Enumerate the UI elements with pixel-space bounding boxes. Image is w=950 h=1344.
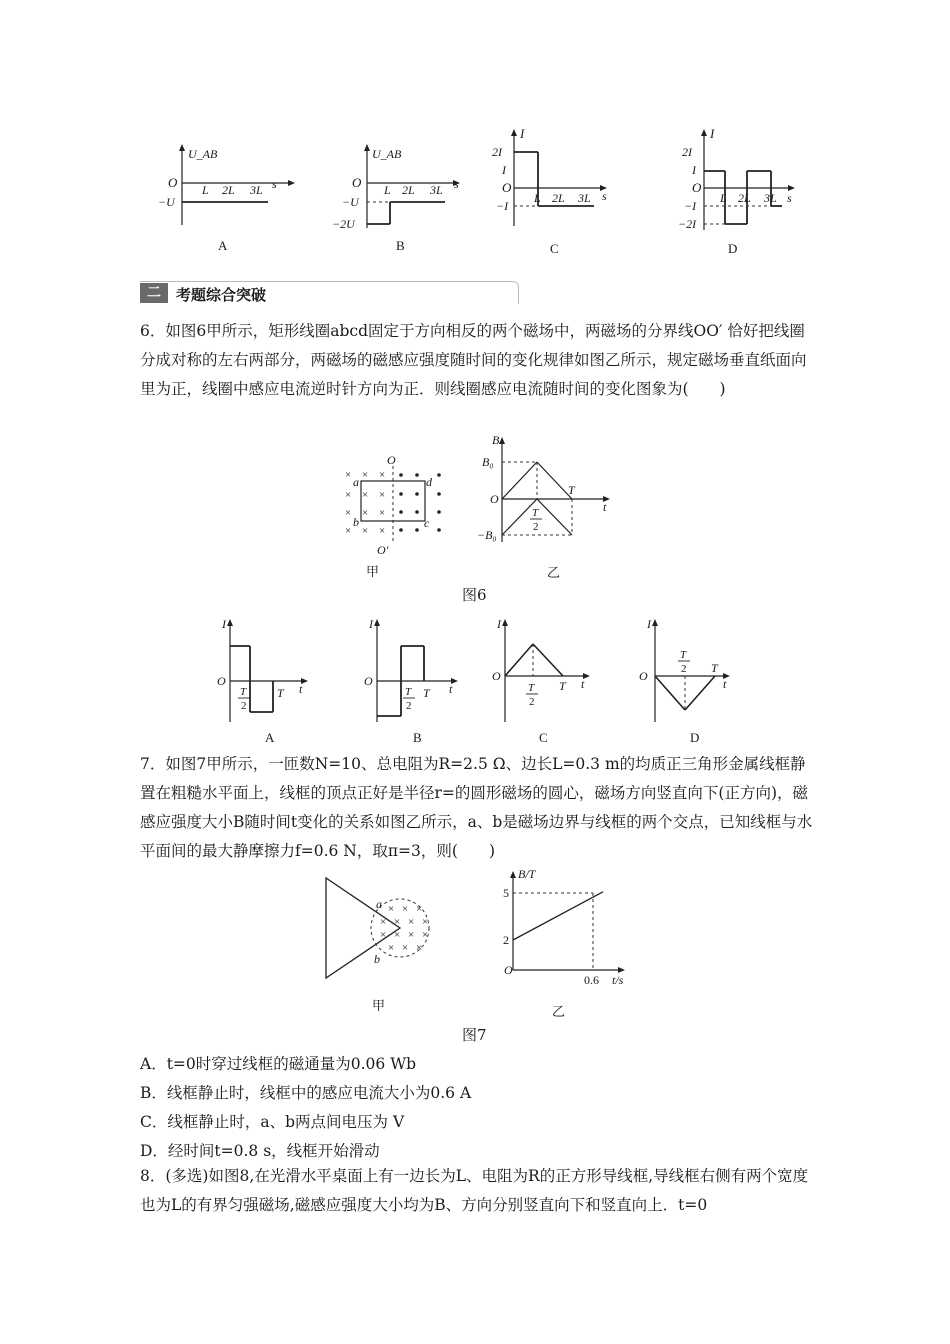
tick-5: 5 — [503, 886, 509, 900]
origin: O — [217, 674, 226, 688]
tick-T2-num: T — [680, 649, 687, 661]
label-a: a — [376, 897, 382, 911]
xtick: L — [202, 183, 209, 197]
label-b: b — [353, 515, 359, 529]
origin: O — [168, 175, 178, 190]
tick-0.6: 0.6 — [584, 973, 599, 987]
ytick: −2I — [678, 217, 697, 231]
x-unit: s — [602, 189, 607, 203]
ylabel: B/T — [518, 867, 536, 881]
tick-T2-den: 2 — [681, 663, 687, 675]
tick-T2-num: T — [240, 686, 247, 698]
label-c: c — [424, 516, 430, 530]
origin: O — [492, 669, 501, 683]
ytick: −U — [342, 195, 359, 209]
option-label: D — [690, 730, 700, 744]
ytick: −I — [496, 199, 509, 213]
q7-option-a: A．t=0时穿过线框的磁通量为0.06 Wb — [140, 1055, 417, 1073]
svg-text:×: × — [416, 903, 423, 915]
label-O-prime: O′ — [377, 543, 389, 557]
ylabel: I — [369, 617, 373, 631]
svg-text:×: × — [379, 507, 386, 519]
caption-yi: 乙 — [547, 565, 561, 580]
ytick: 2I — [682, 145, 692, 159]
option-label: D — [728, 241, 738, 256]
label-b: b — [374, 952, 380, 966]
svg-text:×: × — [388, 903, 395, 915]
svg-text:×: × — [379, 489, 386, 501]
svg-text:×: × — [362, 469, 369, 481]
ytick: −2U — [332, 217, 355, 231]
origin: O — [502, 180, 512, 195]
tick-T2-num: T — [532, 507, 539, 519]
svg-text:×: × — [362, 525, 369, 537]
origin: O — [504, 963, 513, 977]
xlabel: t — [449, 682, 453, 696]
q7-text: 7．如图7甲所示，一匝数N=10、总电阻为R=2.5 Ω、边长L=0.3 m的均质正三角形金属线框静置在粗糙水平面上，线框的顶点正好是半径r=的圆形磁场的圆心，磁场方向竖直向下(正方向)，磁感应强度大小B随时间t变化的关系如图乙所示，a、b是磁场边界与线框的两个交点，已知线框与水平面间的最大静摩擦力f=0.6 N，取π=3，则( ) — [140, 755, 813, 860]
q7-fig-jia — [318, 872, 448, 1022]
q6-figure-caption: 图6 — [462, 586, 487, 604]
xlabel: t — [581, 677, 585, 691]
ytick: −U — [158, 195, 175, 209]
tick-T2-num: T — [528, 682, 535, 694]
x-unit: s — [272, 177, 277, 191]
tick-T: T — [277, 686, 284, 700]
svg-text:×: × — [408, 916, 415, 928]
tick-negB0: −B₀ — [477, 528, 497, 542]
tick-T: T — [559, 679, 566, 693]
svg-text:×: × — [345, 489, 352, 501]
tick-T2-den: 2 — [533, 521, 539, 533]
tick-T2-den: 2 — [406, 700, 412, 712]
svg-text:×: × — [345, 469, 352, 481]
q6-option-d-graph — [635, 614, 755, 744]
q7-figure-caption: 图7 — [462, 1026, 487, 1044]
svg-text:×: × — [394, 916, 401, 928]
q6-option-c-graph — [485, 614, 605, 744]
top-option-d-graph — [672, 122, 802, 260]
option-label: C — [550, 241, 559, 256]
ylabel: U_AB — [372, 147, 402, 161]
xlabel: t/s — [612, 973, 624, 987]
q6-option-b-graph — [355, 614, 475, 744]
option-label: A — [265, 730, 275, 744]
top-option-c-graph — [490, 122, 620, 260]
caption-jia: 甲 — [372, 998, 386, 1013]
xtick: L — [384, 183, 391, 197]
svg-text:×: × — [362, 489, 369, 501]
q8-text: 8．(多选)如图8,在光滑水平桌面上有一边长为L、电阻为R的正方形导线框,导线框右侧有两个宽度也为L的有界匀强磁场,磁感应强度大小均为B、方向分别竖直向下和竖直向上．t=0 — [140, 1167, 809, 1214]
q7-option-b: B．线框静止时，线框中的感应电流大小为0.6 A — [140, 1084, 472, 1102]
ytick: I — [692, 163, 696, 177]
q6-text: 6．如图6甲所示，矩形线圈abcd固定于方向相反的两个磁场中，两磁场的分界线OO′ 恰好把线圈分成对称的左右两部分，两磁场的磁感应强度随时间的变化规律如图乙所示，规定磁场垂直纸面向里为正，线圈中感应电流逆时针方向为正．则线圈感应电流随时间的变化图象为( ) — [140, 322, 807, 398]
ylabel: I — [520, 126, 525, 141]
q6-option-a-graph — [205, 614, 325, 744]
caption-jia: 甲 — [366, 564, 380, 579]
svg-text:×: × — [379, 525, 386, 537]
option-label: B — [413, 730, 422, 744]
ytick: 2I — [492, 145, 502, 159]
xtick: L — [534, 191, 541, 205]
svg-text:×: × — [422, 929, 429, 941]
svg-text:×: × — [402, 903, 409, 915]
svg-text:×: × — [380, 916, 387, 928]
ylabel: I — [222, 617, 226, 631]
svg-text:×: × — [408, 929, 415, 941]
xtick: 3L — [250, 183, 263, 197]
xlabel: t — [299, 682, 303, 696]
origin: O — [364, 674, 373, 688]
ylabel: B — [492, 433, 500, 447]
ylabel: U_AB — [188, 147, 218, 161]
xlabel: t — [723, 677, 727, 691]
origin: O — [639, 669, 648, 683]
tick-T2-num: T — [405, 686, 412, 698]
svg-text:×: × — [379, 469, 386, 481]
label-d: d — [426, 475, 432, 489]
ylabel: I — [497, 617, 501, 631]
option-label: A — [218, 238, 228, 253]
svg-text:×: × — [380, 929, 387, 941]
ytick: −I — [684, 199, 697, 213]
x-unit: s — [787, 191, 792, 205]
tick-T: T — [711, 661, 718, 675]
origin: O — [692, 180, 702, 195]
xtick: 3L — [764, 191, 777, 205]
label-O: O — [387, 453, 396, 467]
q6-fig-yi — [475, 432, 625, 582]
tick-T2-den: 2 — [529, 696, 535, 708]
option-label: B — [396, 238, 405, 253]
xtick: 3L — [430, 183, 443, 197]
caption-yi: 乙 — [552, 1004, 566, 1019]
svg-text:×: × — [345, 507, 352, 519]
q7-option-d: D．经时间t=0.8 s，线框开始滑动 — [140, 1142, 380, 1160]
q6-fig-jia — [335, 450, 455, 580]
origin: O — [490, 492, 499, 506]
section-badge: 二 — [140, 283, 168, 303]
xlabel: t — [603, 500, 607, 514]
q7-option-c: C．线框静止时，a、b两点间电压为 V — [140, 1113, 405, 1131]
ylabel: I — [710, 126, 715, 141]
top-option-b-graph — [330, 140, 500, 260]
tick-2: 2 — [503, 933, 509, 947]
svg-text:×: × — [394, 929, 401, 941]
svg-text:×: × — [362, 507, 369, 519]
xtick: 2L — [222, 183, 235, 197]
svg-text:×: × — [388, 942, 395, 954]
tick-T: T — [423, 686, 430, 700]
series-line — [513, 892, 603, 940]
xtick: 2L — [738, 191, 751, 205]
xtick: L — [720, 191, 727, 205]
origin: O — [352, 175, 362, 190]
top-option-a-graph — [150, 140, 320, 260]
xtick: 2L — [552, 191, 565, 205]
tick-B0: B₀ — [482, 455, 494, 469]
label-a: a — [353, 475, 359, 489]
section-title: 考题综合突破 — [176, 286, 267, 304]
tick-T: T — [568, 483, 575, 497]
q7-fig-yi — [498, 866, 638, 1026]
tick-T2-den: 2 — [241, 700, 247, 712]
x-unit: s — [454, 177, 459, 191]
ylabel: I — [647, 617, 651, 631]
xtick: 3L — [578, 191, 591, 205]
svg-text:×: × — [416, 942, 423, 954]
option-label: C — [539, 730, 548, 744]
svg-text:×: × — [402, 942, 409, 954]
svg-text:×: × — [345, 525, 352, 537]
xtick: 2L — [402, 183, 415, 197]
ytick: I — [502, 163, 506, 177]
svg-text:×: × — [422, 916, 429, 928]
